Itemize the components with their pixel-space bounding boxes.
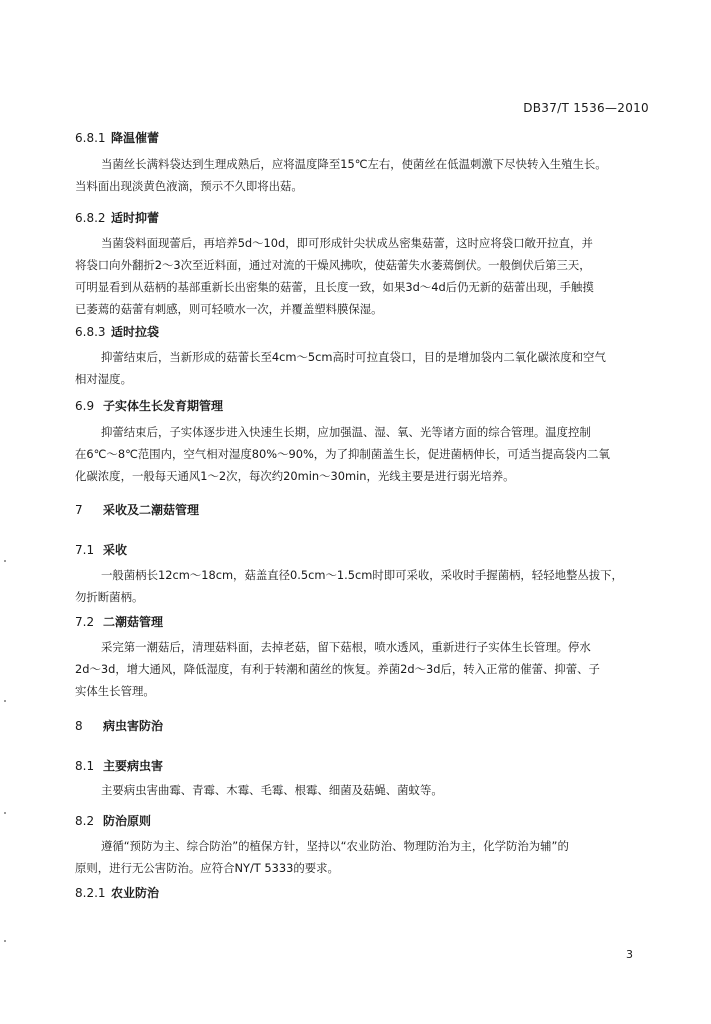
heading-8-2 bbox=[75, 812, 151, 829]
heading-number: 7.2 bbox=[75, 615, 95, 629]
heading-title: 适时拉袋 bbox=[111, 325, 160, 339]
text-line: 相对湿度。 bbox=[75, 372, 132, 386]
heading-number: 8.2 bbox=[75, 814, 95, 828]
document-code: DB37/T 1536—2010 bbox=[523, 101, 649, 115]
heading-number: 6.8.2 bbox=[75, 211, 106, 225]
heading-7 bbox=[75, 501, 199, 518]
text-line: 已萎蔫的菇蕾有刺感，则可轻喷水一次，并覆盖塑料膜保湿。 bbox=[75, 302, 383, 316]
paragraph-6-8-1 bbox=[75, 153, 643, 197]
heading-title: 子实体生长发育期管理 bbox=[103, 399, 224, 413]
scan-speck bbox=[4, 812, 6, 814]
text-line: 当菌丝长满料袋达到生理成熟后，应将温度降至15℃左右，使菌丝在低温刺激下尽快转入生殖生长。 bbox=[101, 157, 607, 171]
heading-number: 8 bbox=[75, 719, 83, 733]
heading-number: 6.9 bbox=[75, 399, 95, 413]
heading-number: 8.2.1 bbox=[75, 886, 106, 900]
text-line: 可明显看到从菇柄的基部重新长出密集的菇蕾，且长度一致，如果3d～4d后仍无新的菇蕾出现，手触摸 bbox=[75, 280, 594, 294]
heading-number: 6.8.1 bbox=[75, 131, 106, 145]
heading-8-1 bbox=[75, 757, 163, 774]
heading-7-1 bbox=[75, 541, 127, 558]
heading-number: 7 bbox=[75, 503, 83, 517]
text-line: 当菌袋料面现蕾后，再培养5d～10d，即可形成针尖状成丛密集菇蕾，这时应将袋口敞开拉直，并 bbox=[101, 236, 593, 250]
paragraph-6-8-3 bbox=[75, 346, 643, 390]
heading-6-8-3 bbox=[75, 323, 159, 340]
heading-number: 8.1 bbox=[75, 759, 95, 773]
heading-title: 农业防治 bbox=[111, 886, 160, 900]
paragraph-6-9 bbox=[75, 421, 643, 487]
text-line: 当料面出现淡黄色液滴，预示不久即将出菇。 bbox=[75, 179, 303, 193]
text-line: 实体生长管理。 bbox=[75, 684, 155, 698]
heading-title: 采收 bbox=[103, 543, 128, 557]
text-line: 将袋口向外翻折2～3次至近料面，通过对流的干燥风拂吹，使菇蕾失水萎蔫倒伏。一般倒伏后第三天， bbox=[75, 258, 591, 272]
text-line: 抑蕾结束后，当新形成的菇蕾长至4cm～5cm高时可拉直袋口，目的是增加袋内二氧化碳浓度和空气 bbox=[101, 350, 606, 364]
heading-8-2-1 bbox=[75, 884, 159, 901]
text-line: 遵循“预防为主、综合防治”的植保方针，坚持以“农业防治、物理防治为主，化学防治为辅”的 bbox=[101, 839, 569, 853]
paragraph-7-1 bbox=[75, 564, 643, 608]
heading-title: 主要病虫害 bbox=[103, 759, 164, 773]
heading-6-8-2 bbox=[75, 209, 159, 226]
text-line: 一般菌柄长12cm～18cm，菇盖直径0.5cm～1.5cm时即可采收，采收时手握菌柄，轻轻地整丛拔下， bbox=[101, 568, 623, 582]
heading-title: 降温催蕾 bbox=[111, 131, 160, 145]
scan-speck bbox=[4, 700, 6, 702]
scan-speck bbox=[4, 560, 6, 562]
heading-title: 二潮菇管理 bbox=[103, 615, 164, 629]
paragraph-7-2 bbox=[75, 636, 643, 702]
heading-6-9 bbox=[75, 397, 223, 414]
heading-number: 7.1 bbox=[75, 543, 95, 557]
text-line: 采完第一潮菇后，清理菇料面，去掉老菇，留下菇根，喷水透风，重新进行子实体生长管理。停水 bbox=[101, 640, 591, 654]
heading-6-8-1 bbox=[75, 129, 159, 146]
heading-number: 6.8.3 bbox=[75, 325, 106, 339]
paragraph-8-1 bbox=[75, 779, 643, 801]
heading-title: 防治原则 bbox=[103, 814, 152, 828]
heading-title: 采收及二潮菇管理 bbox=[103, 503, 200, 517]
text-line: 勿折断菌柄。 bbox=[75, 590, 144, 604]
text-line: 化碳浓度，一般每天通风1～2次，每次约20min～30min，光线主要是进行弱光培养。 bbox=[75, 469, 515, 483]
text-line: 在6℃～8℃范围内，空气相对湿度80%～90%，为了抑制菌盖生长，促进菌柄伸长，可适当提高袋内二氧 bbox=[75, 447, 610, 461]
scan-speck bbox=[4, 940, 6, 942]
text-line: 主要病虫害曲霉、青霉、木霉、毛霉、根霉、细菌及菇蝇、菌蚊等。 bbox=[101, 783, 443, 797]
text-line: 原则，进行无公害防治。应符合NY/T 5333的要求。 bbox=[75, 861, 339, 875]
heading-title: 病虫害防治 bbox=[103, 719, 164, 733]
paragraph-6-8-2 bbox=[75, 232, 643, 320]
heading-7-2 bbox=[75, 613, 163, 630]
paragraph-8-2 bbox=[75, 835, 643, 879]
text-line: 抑蕾结束后，子实体逐步进入快速生长期，应加强温、湿、氧、光等诸方面的综合管理。温度控制 bbox=[101, 425, 591, 439]
heading-title: 适时抑蕾 bbox=[111, 211, 160, 225]
heading-8 bbox=[75, 717, 163, 734]
text-line: 2d～3d，增大通风，降低湿度，有利于转潮和菌丝的恢复。养菌2d～3d后，转入正常的催蕾、抑蕾、子 bbox=[75, 662, 600, 676]
page-number: 3 bbox=[626, 948, 633, 961]
